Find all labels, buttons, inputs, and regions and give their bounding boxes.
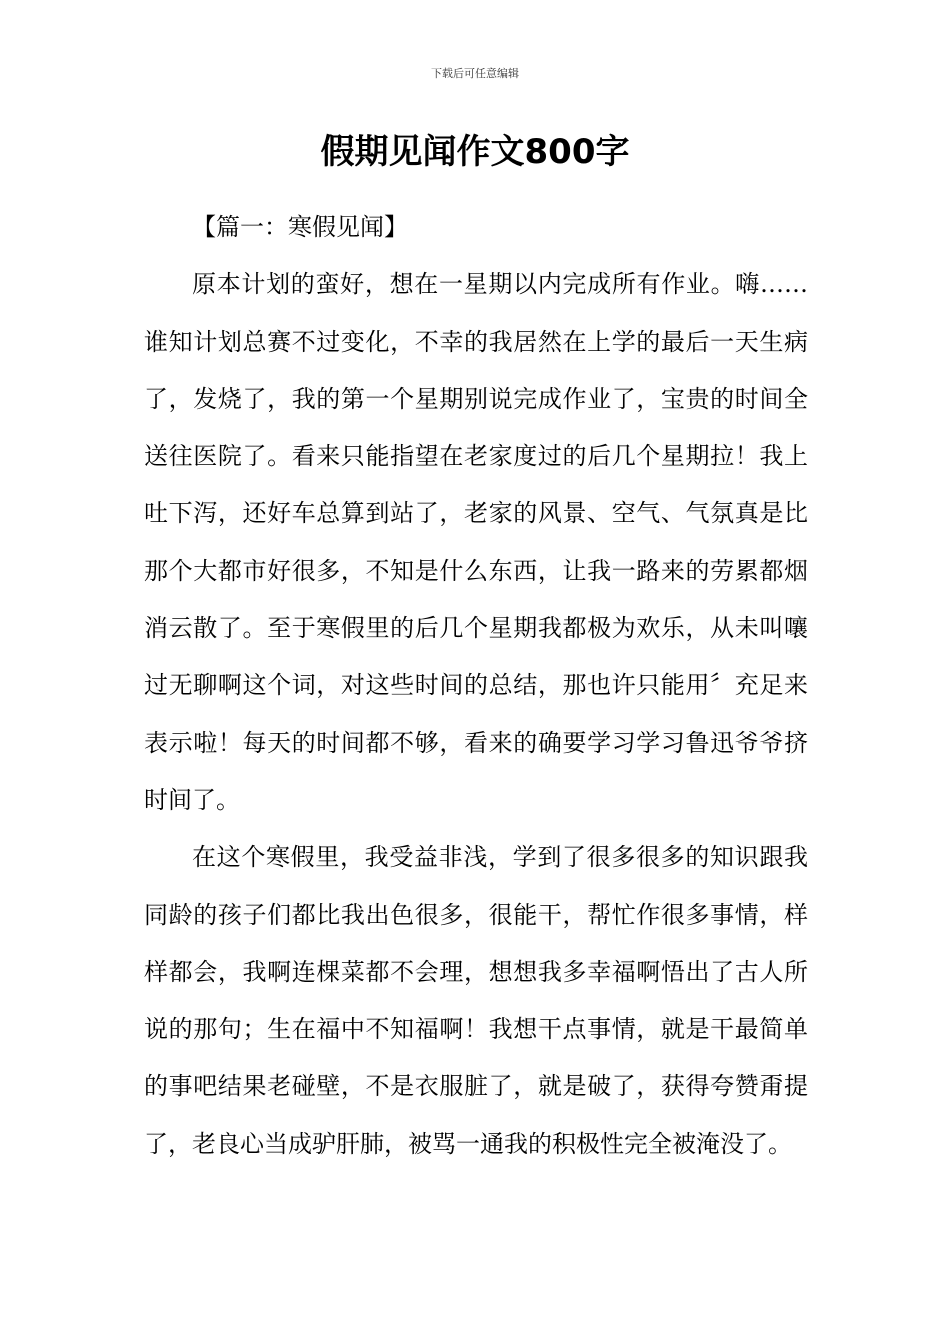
paragraph-1: 原本计划的蛮好，想在一星期以内完成所有作业。嗨……谁知计划总赛不过变化，不幸的我居然在上学的最后一天生病了，发烧了，我的第一个星期别说完成作业了，宝贵的时间全送往医院了。看来只能指望在老家度过的后几个星期拉！我上吐下泻，还好车总算到站了，老家的风景、空气、气氛真是比那个大都市好很多，不知是什么东西，让我一路来的劳累都烟消云散了。至于寒假里的后几个星期我都极为欢乐，从未叫嚷过无聊啊这个词，对这些时间的总结，那也许只能用〞充足来表示啦！每天的时间都不够，看来的确要学习学习鲁迅爷爷挤时间了。 [144, 270, 808, 814]
document-title: 假期见闻作文800字 [320, 132, 630, 172]
header-note: 下载后可任意编辑 [431, 67, 519, 80]
document-body [144, 199, 808, 1173]
paragraph-2: 在这个寒假里，我受益非浅，学到了很多很多的知识跟我同龄的孩子们都比我出色很多，很能干，帮忙作很多事情，样样都会，我啊连棵菜都不会理，想想我多幸福啊悟出了古人所说的那句；生在福中不知福啊！我想干点事情，就是干最简单的事吧结果老碰壁，不是衣服脏了，就是破了，获得夸赞甭提了，老良心当成驴肝肺，被骂一通我的积极性完全被淹没了。 [144, 843, 808, 1158]
section-heading: 【篇一：寒假见闻】 [192, 213, 408, 241]
